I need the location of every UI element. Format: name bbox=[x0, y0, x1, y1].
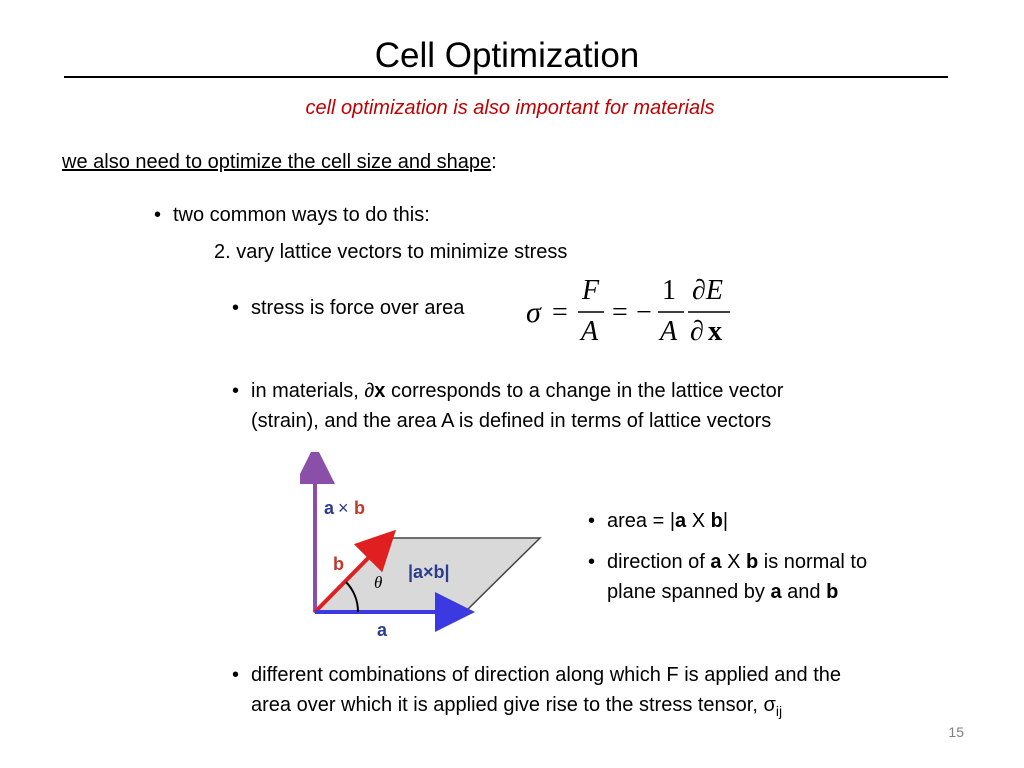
combo-subscript: ij bbox=[775, 703, 783, 719]
bullet-common-ways-text: two common ways to do this: bbox=[173, 204, 430, 226]
formula-minus: − bbox=[636, 297, 652, 328]
section-heading-colon: : bbox=[491, 151, 497, 173]
bullet-common-ways bbox=[154, 200, 430, 230]
materials-line2: (strain), and the area A is defined in terms of lattice vectors bbox=[251, 410, 772, 432]
formula-F: F bbox=[582, 275, 600, 306]
dir-a-bold: a bbox=[710, 551, 722, 573]
formula-sigma: σ bbox=[526, 296, 541, 329]
formula-one: 1 bbox=[662, 275, 676, 306]
bullet-combinations bbox=[232, 660, 841, 726]
formula-equals-1: = bbox=[552, 297, 568, 328]
bullet-dot: • bbox=[588, 510, 596, 532]
label-axb-b: b bbox=[354, 498, 365, 518]
area-mid: X bbox=[686, 510, 711, 532]
formula-equals-2: = bbox=[612, 297, 628, 328]
bullet-area bbox=[588, 506, 729, 536]
stress-formula bbox=[524, 272, 734, 352]
dir-line2-and: and bbox=[781, 581, 827, 603]
page-number: 15 bbox=[948, 724, 964, 740]
bullet-stress-text: stress is force over area bbox=[251, 297, 465, 319]
dir-post: is normal to bbox=[758, 551, 868, 573]
area-a-bold: a bbox=[675, 510, 687, 532]
formula-dE: ∂E bbox=[692, 275, 723, 306]
materials-pre: in materials, ∂ bbox=[251, 380, 375, 402]
slide-title: Cell Optimization bbox=[374, 36, 640, 75]
combo-line2: area over which it is applied give rise to the stress tensor, σ bbox=[251, 694, 776, 716]
area-post: | bbox=[722, 510, 729, 532]
dir-line2-b-bold: b bbox=[826, 581, 839, 603]
label-area-cross: |a×b| bbox=[408, 562, 450, 582]
combo-line1: different combinations of direction along which F is applied and the bbox=[251, 664, 841, 686]
section-heading bbox=[62, 151, 497, 174]
label-axb-a: a bbox=[324, 498, 335, 518]
materials-x-bold: x bbox=[374, 380, 386, 402]
label-a: a bbox=[377, 620, 388, 640]
area-b-bold: b bbox=[710, 510, 723, 532]
formula-A-2: A bbox=[660, 316, 678, 347]
dir-line2-a-bold: a bbox=[770, 581, 782, 603]
title-underline-divider bbox=[64, 76, 948, 78]
dir-mid: X bbox=[721, 551, 746, 573]
section-heading-underlined: we also need to optimize the cell size and shape bbox=[62, 151, 492, 173]
bullet-materials bbox=[232, 376, 784, 436]
bullet-dot: • bbox=[232, 664, 240, 686]
materials-line1-post: corresponds to a change in the lattice vector bbox=[385, 380, 784, 402]
bullet-dot: • bbox=[232, 380, 240, 402]
area-pre: area = | bbox=[607, 510, 676, 532]
bullet-dot: • bbox=[154, 204, 162, 226]
label-axb-times: × bbox=[338, 498, 349, 518]
bullet-dot: • bbox=[588, 551, 596, 573]
dir-line2-pre: plane spanned by bbox=[607, 581, 771, 603]
formula-A-1: A bbox=[581, 316, 599, 347]
bullet-dot: • bbox=[232, 297, 240, 319]
formula-x-bold: x bbox=[708, 316, 722, 347]
label-b: b bbox=[333, 554, 344, 574]
item-vary-lattice: 2. vary lattice vectors to minimize stress bbox=[214, 241, 568, 263]
slide-subtitle: cell optimization is also important for materials bbox=[305, 97, 715, 119]
dir-b-bold: b bbox=[745, 551, 759, 573]
cross-product-diagram bbox=[300, 452, 550, 648]
label-theta: θ bbox=[374, 573, 383, 592]
dir-pre: direction of bbox=[607, 551, 711, 573]
bullet-direction bbox=[588, 547, 868, 607]
bullet-stress bbox=[232, 293, 465, 323]
formula-partial: ∂ bbox=[690, 316, 704, 347]
